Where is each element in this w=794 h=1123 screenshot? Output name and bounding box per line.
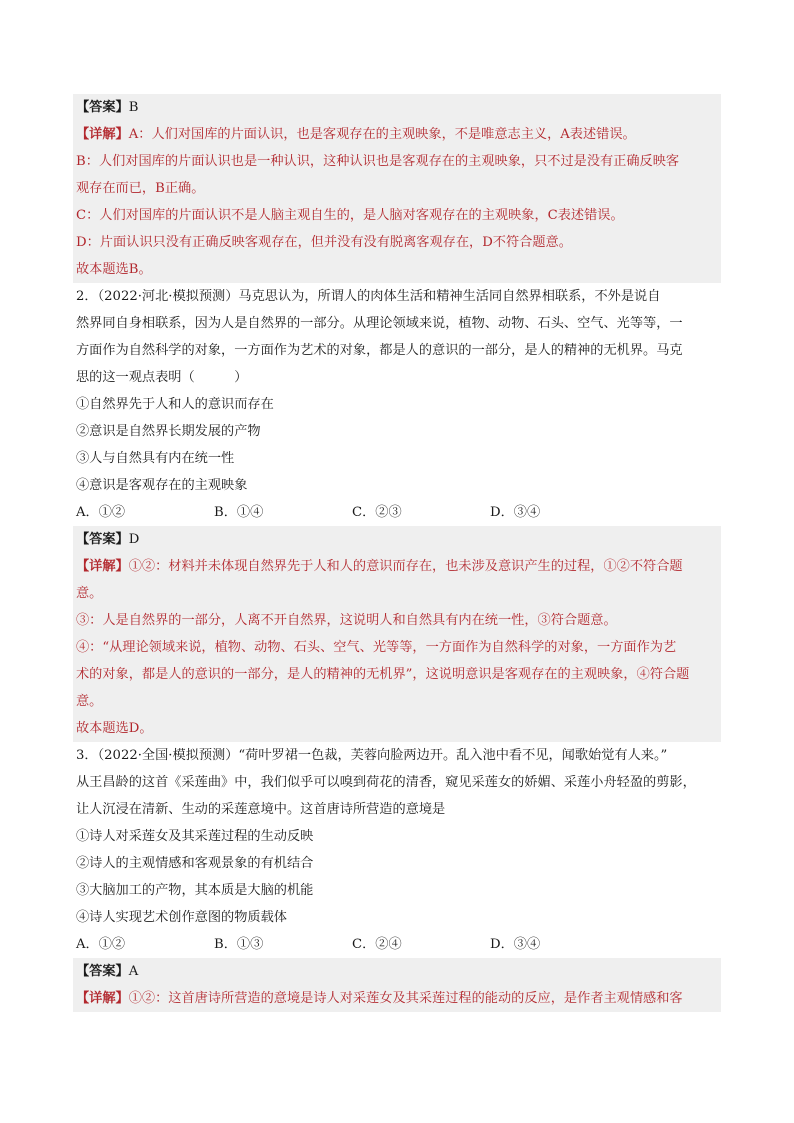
line-text: ③人与自然具有内在统一性 bbox=[76, 451, 235, 466]
explanation-line bbox=[73, 580, 721, 607]
question-line bbox=[73, 769, 721, 796]
option-b: B．①③ bbox=[214, 937, 264, 952]
answer-line bbox=[73, 958, 721, 985]
question-line bbox=[73, 364, 721, 391]
explanation-line bbox=[73, 202, 721, 229]
question-line bbox=[73, 472, 721, 499]
line-text: ④意识是客观存在的主观映象 bbox=[76, 478, 248, 493]
line-text: 意。 bbox=[76, 586, 103, 601]
question-line bbox=[73, 823, 721, 850]
answer-line bbox=[73, 526, 721, 553]
line-text: ①②：这首唐诗所营造的意境是诗人对采莲女及其采莲过程的能动的反应，是作者主观情感和客 bbox=[128, 991, 683, 1006]
line-text: ④诗人实现艺术创作意图的物质载体 bbox=[76, 910, 287, 925]
question-line bbox=[73, 310, 721, 337]
explain-tag: 【详解】 bbox=[76, 991, 129, 1006]
option-d: D．③④ bbox=[490, 505, 541, 520]
line-text: B：人们对国库的片面认识也是一种认识，这种认识也是客观存在的主观映象，只不过是没有正确反映客 bbox=[76, 154, 680, 169]
explain-tag: 【详解】 bbox=[76, 127, 129, 142]
explanation-line bbox=[73, 121, 721, 148]
answer-tag: 【答案】 bbox=[76, 100, 129, 115]
answer-options bbox=[73, 931, 721, 958]
line-text: ②意识是自然界长期发展的产物 bbox=[76, 424, 261, 439]
line-text: 2．（2022·河北·模拟预测）马克思认为，所谓人的肉体生活和精神生活同自然界相联系，不外是说自 bbox=[76, 289, 661, 304]
line-text: A bbox=[128, 964, 139, 979]
line-text: D：片面认识只没有正确反映客观存在，但并没有没有脱离客观存在，D不符合题意。 bbox=[76, 235, 572, 250]
line-text: ①②：材料并未体现自然界先于人和人的意识而存在，也未涉及意识产生的过程，①②不符合题 bbox=[128, 559, 683, 574]
question-line bbox=[73, 283, 721, 310]
line-text: ③：人是自然界的一部分，人离不开自然界，这说明人和自然具有内在统一性，③符合题意。 bbox=[76, 613, 617, 628]
line-text: A：人们对国库的片面认识，也是客观存在的主观映象，不是唯意志主义，A表述错误。 bbox=[128, 127, 636, 142]
question-line bbox=[73, 796, 721, 823]
question-line bbox=[73, 418, 721, 445]
explanation-line bbox=[73, 229, 721, 256]
question-line bbox=[73, 391, 721, 418]
line-text: 3．（2022·全国·模拟预测）“荷叶罗裙一色裁，芙蓉向脸两边开。乱入池中看不见，闻歌始觉有人来。” bbox=[76, 748, 668, 763]
question-line bbox=[73, 904, 721, 931]
line-text: 故本题选B。 bbox=[76, 262, 152, 277]
explanation-line bbox=[73, 634, 721, 661]
explanation-line bbox=[73, 256, 721, 283]
question-line bbox=[73, 742, 721, 769]
line-text: ②诗人的主观情感和客观景象的有机结合 bbox=[76, 856, 314, 871]
question-line bbox=[73, 877, 721, 904]
line-text: ④：“从理论领域来说，植物、动物、石头、空气、光等等，一方面作为自然科学的对象，一方面作为艺 bbox=[76, 640, 677, 655]
option-d: D．③④ bbox=[490, 937, 541, 952]
option-a: A．①② bbox=[76, 505, 126, 520]
line-text: ①诗人对采莲女及其采莲过程的生动反映 bbox=[76, 829, 314, 844]
line-text: 方面作为自然科学的对象，一方面作为艺术的对象，都是人的意识的一部分，是人的精神的无机界。马克 bbox=[76, 343, 683, 358]
explanation-line bbox=[73, 688, 721, 715]
line-text: 思的这一观点表明（ ） bbox=[76, 370, 248, 385]
explanation-line bbox=[73, 175, 721, 202]
explanation-line bbox=[73, 715, 721, 742]
option-c: C．②④ bbox=[352, 937, 402, 952]
line-text: D bbox=[128, 532, 140, 547]
document-page bbox=[73, 94, 721, 1012]
question-line bbox=[73, 337, 721, 364]
explanation-line bbox=[73, 985, 721, 1012]
line-text: 从王昌龄的这首《采莲曲》中，我们似乎可以嗅到荷花的清香，窥见采莲女的娇媚、采莲小舟轻盈的剪影， bbox=[76, 775, 696, 790]
answer-tag: 【答案】 bbox=[76, 964, 129, 979]
line-text: 让人沉浸在清新、生动的采莲意境中。这首唐诗所营造的意境是 bbox=[76, 802, 446, 817]
line-text: 观存在而已，B正确。 bbox=[76, 181, 205, 196]
question-line bbox=[73, 850, 721, 877]
answer-options bbox=[73, 499, 721, 526]
line-text: B bbox=[128, 100, 139, 115]
question-line bbox=[73, 445, 721, 472]
line-text: ①自然界先于人和人的意识而存在 bbox=[76, 397, 274, 412]
line-text: 意。 bbox=[76, 694, 103, 709]
line-text: C：人们对国库的片面认识不是人脑主观自生的，是人脑对客观存在的主观映象，C表述错误。 bbox=[76, 208, 624, 223]
explanation-line bbox=[73, 607, 721, 634]
option-b: B．①④ bbox=[214, 505, 264, 520]
answer-line bbox=[73, 94, 721, 121]
explanation-line bbox=[73, 148, 721, 175]
explain-tag: 【详解】 bbox=[76, 559, 129, 574]
line-text: 故本题选D。 bbox=[76, 721, 153, 736]
line-text: ③大脑加工的产物，其本质是大脑的机能 bbox=[76, 883, 314, 898]
option-c: C．②③ bbox=[352, 505, 402, 520]
answer-tag: 【答案】 bbox=[76, 532, 129, 547]
option-a: A．①② bbox=[76, 937, 126, 952]
line-text: 术的对象，都是人的意识的一部分，是人的精神的无机界”，这说明意识是客观存在的主观映象，④符合题 bbox=[76, 667, 690, 682]
line-text: 然界同自身相联系，因为人是自然界的一部分。从理论领域来说，植物、动物、石头、空气、光等等，一 bbox=[76, 316, 683, 331]
explanation-line bbox=[73, 553, 721, 580]
explanation-line bbox=[73, 661, 721, 688]
